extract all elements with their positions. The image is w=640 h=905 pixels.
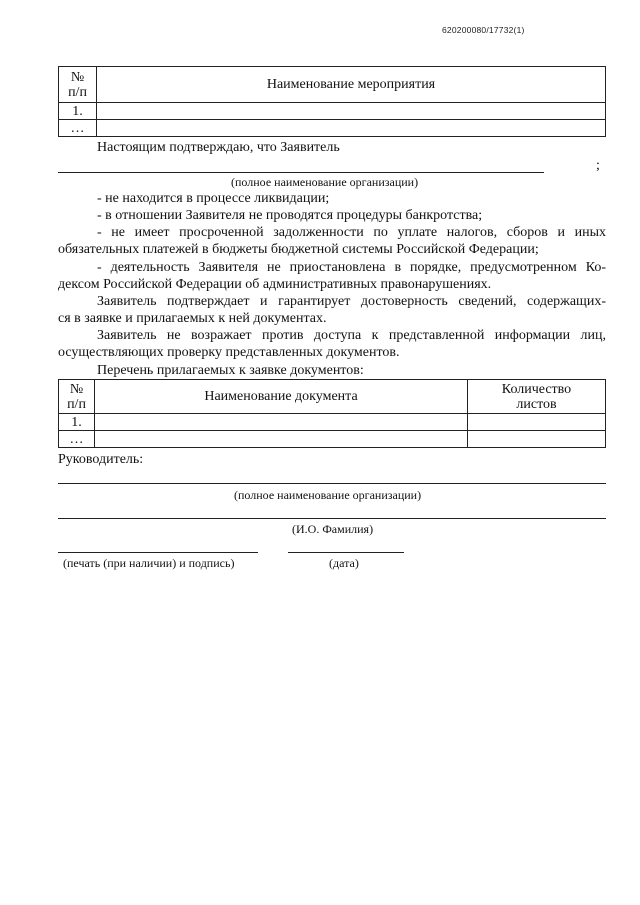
documents-list-title: Перечень прилагаемых к заявке документов: xyxy=(97,363,364,378)
bullet-suspension-line1: - деятельность Заявителя не приостановлена в порядке, предусмотренном Ко- xyxy=(97,260,606,275)
head-org-caption: (полное наименование организации) xyxy=(234,488,422,502)
bullet-bankruptcy: - в отношении Заявителя не проводятся процедуры банкротства; xyxy=(97,208,483,223)
date-line xyxy=(288,552,404,553)
row-name xyxy=(95,414,468,431)
table-row xyxy=(59,414,606,431)
date-caption: (дата) xyxy=(329,556,359,570)
org-name-line xyxy=(58,172,544,173)
row-count xyxy=(468,414,606,431)
fio-line xyxy=(58,518,606,519)
num-header-line1: № xyxy=(69,381,84,397)
num-header xyxy=(59,67,97,103)
table-header-row xyxy=(59,67,606,103)
table-row xyxy=(59,103,606,120)
events-table xyxy=(58,66,606,137)
row-num: 1. xyxy=(59,103,97,120)
row-name xyxy=(97,120,606,137)
bullet-debt-line2: обязательных платежей в бюджеты бюджетной системы Российской Федерации; xyxy=(58,242,539,257)
org-caption: (полное наименование организации) xyxy=(231,175,419,189)
signature-line xyxy=(58,552,258,553)
sheet-count-header-line1: Количество xyxy=(501,381,572,397)
semicolon: ; xyxy=(596,158,600,173)
table-header-row xyxy=(59,380,606,414)
row-num: 1. xyxy=(59,414,95,431)
head-label: Руководитель: xyxy=(58,452,144,467)
num-header-line2: п/п xyxy=(67,396,86,412)
guarantee-line1: Заявитель подтверждает и гарантирует достоверность сведений, содержащих- xyxy=(97,294,606,309)
guarantee-line2: ся в заявке и прилагаемых к ней документах. xyxy=(58,311,327,326)
stamp-signature-caption: (печать (при наличии) и подпись) xyxy=(63,556,235,570)
row-count xyxy=(468,431,606,448)
bullet-debt-line1: - не имеет просроченной задолженности по уплате налогов, сборов и иных xyxy=(97,225,606,240)
table-row xyxy=(59,431,606,448)
bullet-suspension-line2: дексом Российской Федерации об административных правонарушениях. xyxy=(58,277,492,292)
confirm-text: Настоящим подтверждаю, что Заявитель xyxy=(97,140,340,155)
documents-table xyxy=(58,379,606,448)
row-name xyxy=(97,103,606,120)
document-id: 620200080/17732(1) xyxy=(442,25,525,35)
table-row xyxy=(59,120,606,137)
sheet-count-header-line2: листов xyxy=(516,396,557,412)
document-name-header: Наименование документа xyxy=(95,380,468,414)
sheet-count-header xyxy=(468,380,606,414)
bullet-liquidation: - не находится в процессе ликвидации; xyxy=(97,191,330,206)
row-num: … xyxy=(59,120,97,137)
event-name-header: Наименование мероприятия xyxy=(97,67,606,103)
row-num: … xyxy=(59,431,95,448)
num-header xyxy=(59,380,95,414)
num-header-line2: п/п xyxy=(68,84,87,100)
access-line2: осуществляющих проверку представленных документов. xyxy=(58,345,400,360)
num-header-line1: № xyxy=(70,69,85,85)
access-line1: Заявитель не возражает против доступа к представленной информации лиц, xyxy=(97,328,606,343)
row-name xyxy=(95,431,468,448)
fio-caption: (И.О. Фамилия) xyxy=(292,522,374,536)
head-org-line xyxy=(58,483,606,484)
